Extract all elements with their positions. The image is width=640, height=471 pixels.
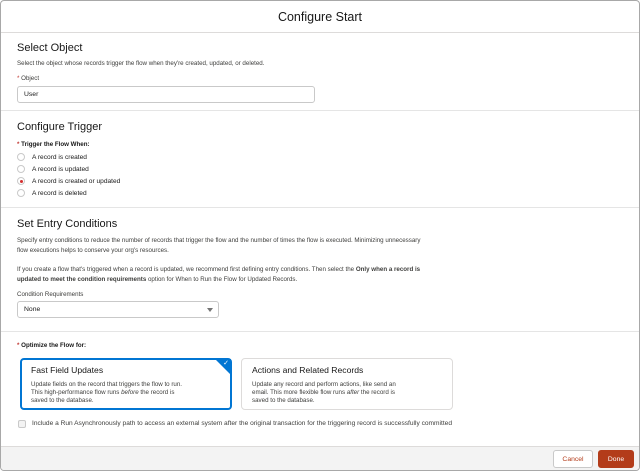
- trigger-option-label: A record is created: [32, 153, 87, 161]
- radio-button[interactable]: [17, 189, 25, 197]
- trigger-field-label: [17, 141, 90, 148]
- trigger-option-label: A record is created or updated: [32, 177, 121, 185]
- radio-button-checked[interactable]: [17, 177, 25, 185]
- entry-conditions-title: Set Entry Conditions: [17, 218, 118, 230]
- description-line: flow executions helps to conserve your org's resources.: [17, 246, 169, 254]
- recommendation-text: If you create a flow that's triggered when a record is updated, we recommend first defining entry conditions. Then select the: [17, 266, 356, 273]
- required-marker: *: [17, 141, 20, 148]
- trigger-option-label: A record is deleted: [32, 189, 87, 197]
- run-async-label: Include a Run Asynchronously path to access an external system after the original transaction for the triggering record is successfully committed: [32, 420, 453, 427]
- card-title: Fast Field Updates: [31, 365, 104, 375]
- card-description: Update any record and perform actions, like send an email. This more flexible flow runs after the record is saved to the database.: [252, 381, 396, 404]
- radio-button[interactable]: [17, 165, 25, 173]
- recommendation-bold: updated to meet the condition requirements: [17, 275, 147, 283]
- configure-trigger-title: Configure Trigger: [17, 121, 102, 133]
- card-title: Actions and Related Records: [252, 365, 364, 375]
- trigger-option-updated[interactable]: [17, 165, 89, 173]
- optimize-label-text: Optimize the Flow for:: [21, 342, 87, 349]
- entry-conditions-recommendation: [17, 265, 627, 284]
- condition-requirements-value: None: [24, 306, 41, 313]
- required-marker: *: [17, 75, 20, 82]
- object-input[interactable]: [17, 86, 315, 103]
- chevron-down-icon: [207, 308, 213, 312]
- configure-trigger-section: [1, 111, 639, 208]
- trigger-option-label: A record is updated: [32, 165, 89, 173]
- required-marker: *: [17, 342, 20, 349]
- condition-requirements-select[interactable]: [17, 301, 219, 318]
- object-label-text: Object: [21, 75, 40, 82]
- radio-button[interactable]: [17, 153, 25, 161]
- modal-title: Configure Start: [277, 9, 363, 24]
- select-object-section: [1, 34, 639, 111]
- entry-conditions-section: [1, 208, 639, 332]
- trigger-label-text: Trigger the Flow When:: [21, 141, 90, 148]
- selected-corner: [215, 359, 231, 375]
- trigger-option-deleted[interactable]: [17, 189, 87, 197]
- optimize-label: [17, 342, 86, 349]
- done-button[interactable]: Done: [598, 450, 634, 468]
- check-icon: ✓: [223, 360, 229, 367]
- recommendation-text: option for When to Run the Flow for Updated Records.: [146, 275, 298, 283]
- description-line: Specify entry conditions to reduce the number of records that trigger the flow and the number of times the flow is executed. Minimizing unnecessary: [17, 237, 421, 244]
- entry-conditions-description: [17, 236, 627, 255]
- cancel-button[interactable]: Cancel: [553, 450, 593, 468]
- trigger-option-created[interactable]: [17, 153, 87, 161]
- modal-header: [1, 1, 639, 33]
- fast-field-updates-card[interactable]: [20, 358, 232, 410]
- condition-requirements-label: Condition Requirements: [17, 291, 84, 298]
- card-description: Update fields on the record that triggers the flow to run. This high-performance flow runs before the record is saved to the database.: [31, 381, 182, 404]
- run-async-checkbox[interactable]: [18, 420, 26, 428]
- modal-footer: [1, 446, 639, 471]
- object-field-label: [17, 75, 39, 82]
- select-object-description: Select the object whose records trigger the flow when they're created, updated, or deleted.: [17, 60, 265, 67]
- actions-related-records-card[interactable]: [241, 358, 453, 410]
- select-object-title: Select Object: [17, 42, 83, 54]
- trigger-option-created-or-updated[interactable]: [17, 177, 120, 185]
- object-input-value: User: [24, 91, 39, 98]
- recommendation-bold: Only when a record is: [355, 266, 421, 273]
